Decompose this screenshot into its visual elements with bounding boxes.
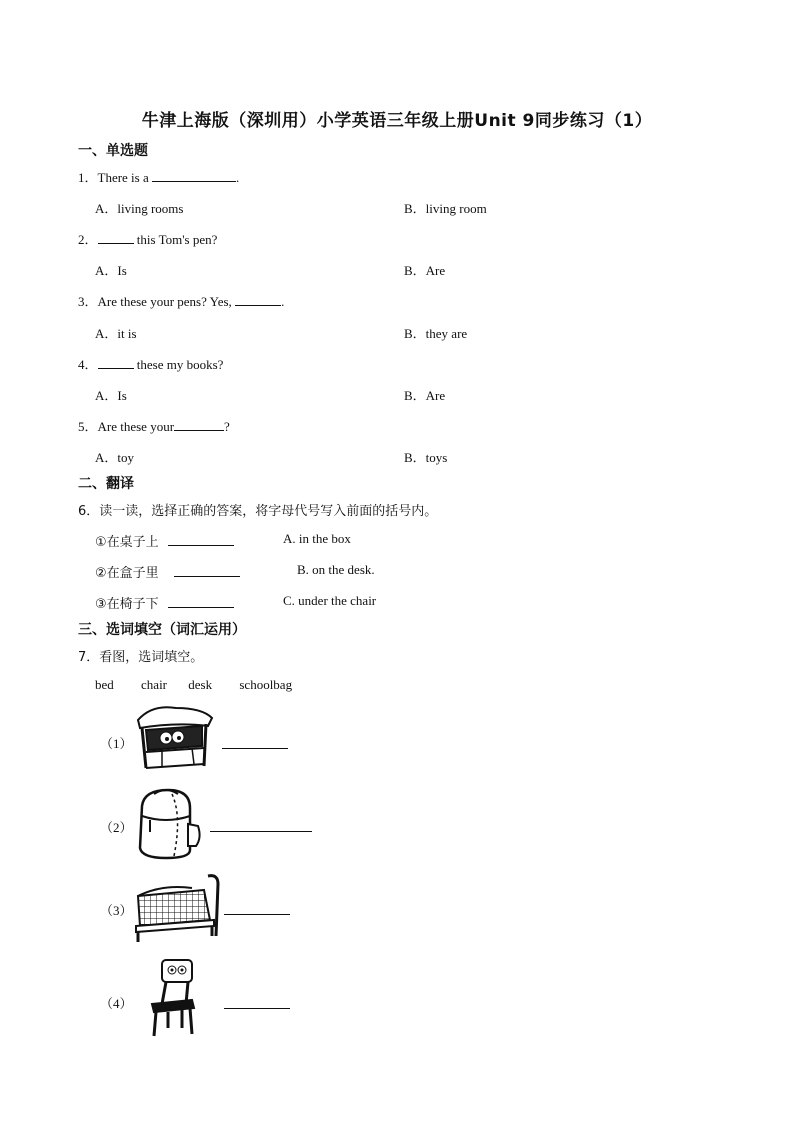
word-bank — [95, 677, 292, 693]
word-bed: bed — [95, 677, 114, 692]
picture-label-3: （3） — [100, 903, 133, 918]
section-heading-mcq: 一、单选题 — [78, 143, 148, 159]
picture-label-1: （1） — [100, 736, 133, 751]
bed-picture — [132, 870, 222, 944]
schoolbag-picture — [132, 786, 204, 862]
option-a[interactable]: A．Is — [95, 388, 127, 403]
option-a[interactable]: A．Is — [95, 263, 127, 278]
answer-blank[interactable] — [98, 242, 134, 244]
question-5: 5．Are these your ? — [78, 419, 230, 434]
picture-label-2: （2） — [100, 820, 133, 835]
question-4: 4． these my books? — [78, 357, 224, 372]
answer-line-4[interactable] — [224, 1007, 290, 1009]
option-b[interactable]: B．Are — [404, 263, 446, 278]
page-title: 牛津上海版（深圳用）小学英语三年级上册Unit 9同步练习（1） — [141, 111, 653, 131]
section-heading-fill: 三、选词填空（词汇运用） — [78, 622, 246, 638]
question-7-prompt: 7．看图，选词填空。 — [78, 650, 204, 665]
chair-picture — [148, 956, 198, 1040]
translate-option-a: A. in the box — [283, 531, 351, 546]
question-3: 3．Are these your pens? Yes, . — [78, 294, 285, 309]
option-a[interactable]: A．living rooms — [95, 201, 184, 216]
desk-picture — [132, 702, 218, 776]
question-6-prompt: 6．读一读，选择正确的答案，将字母代号写入前面的括号内。 — [78, 504, 438, 519]
answer-blank[interactable] — [174, 575, 240, 577]
answer-blank[interactable] — [168, 606, 234, 608]
word-desk: desk — [188, 677, 213, 692]
answer-line-3[interactable] — [224, 913, 290, 915]
word-schoolbag: schoolbag — [239, 677, 293, 692]
answer-line-1[interactable] — [222, 747, 288, 749]
answer-blank[interactable] — [152, 180, 236, 182]
answer-blank[interactable] — [174, 429, 224, 431]
option-b[interactable]: B．Are — [404, 388, 446, 403]
answer-blank[interactable] — [235, 304, 281, 306]
translate-item-2: ②在盒子里 — [95, 562, 240, 581]
option-a[interactable]: A．it is — [95, 326, 137, 341]
translate-option-c: C. under the chair — [283, 593, 377, 608]
option-a[interactable]: A．toy — [95, 450, 135, 465]
question-2: 2． this Tom's pen? — [78, 232, 218, 247]
translate-item-3: ③在椅子下 — [95, 593, 234, 612]
translate-item-1: ①在桌子上 — [95, 531, 234, 550]
option-b[interactable]: B．living room — [404, 201, 487, 216]
option-b[interactable]: B．toys — [404, 450, 448, 465]
translate-option-b: B. on the desk. — [297, 562, 375, 577]
section-heading-translate: 二、翻译 — [78, 476, 134, 492]
picture-label-4: （4） — [100, 996, 133, 1011]
question-1: 1．There is a . — [78, 170, 240, 185]
word-chair: chair — [141, 677, 168, 692]
option-b[interactable]: B．they are — [404, 326, 468, 341]
answer-line-2[interactable] — [210, 830, 312, 832]
answer-blank[interactable] — [168, 544, 234, 546]
answer-blank[interactable] — [98, 367, 134, 369]
